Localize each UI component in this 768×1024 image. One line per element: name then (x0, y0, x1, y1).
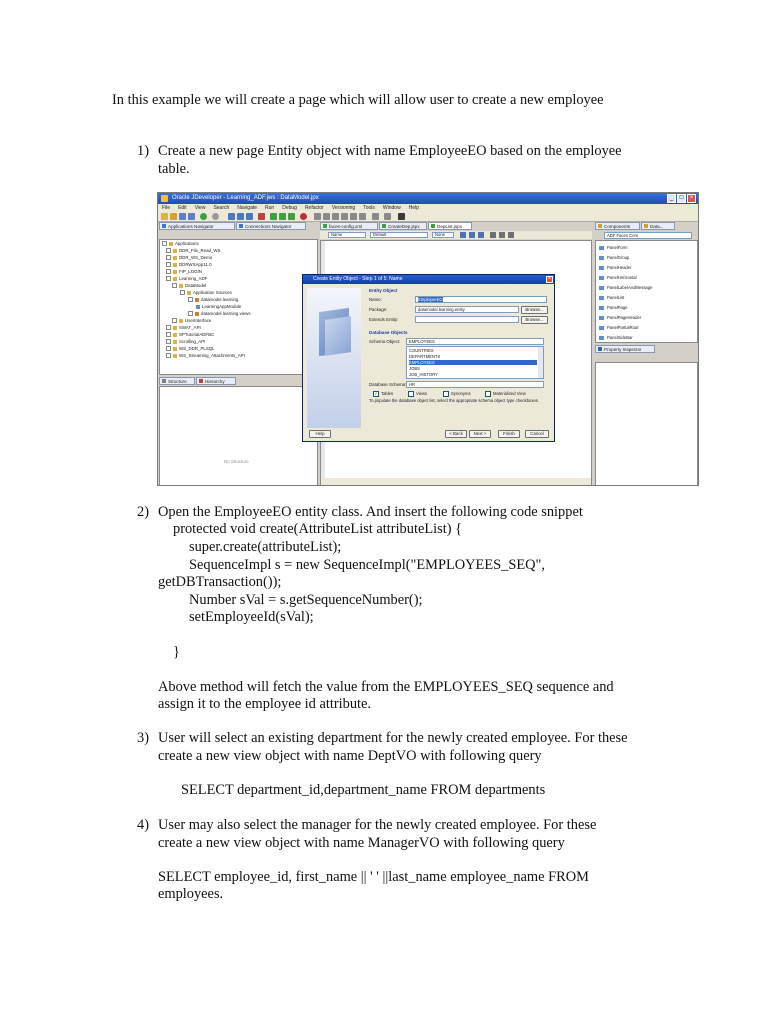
size-dropdown-value: None (435, 232, 446, 237)
menu-refactor[interactable]: Refactor (304, 205, 324, 211)
tree-item-label: Scrolling_API (179, 339, 206, 344)
checkbox-label: Synonyms (451, 391, 471, 397)
component-item-label: PanelSideBar (607, 335, 633, 340)
make-icon[interactable] (270, 213, 277, 220)
component-item[interactable] (599, 305, 628, 310)
toolbar-misc-icon[interactable] (384, 213, 391, 220)
menu-debug[interactable]: Debug (282, 205, 297, 211)
tab-components[interactable] (595, 222, 640, 230)
checkbox-label: Tables (381, 391, 394, 397)
views-checkbox[interactable] (408, 391, 427, 397)
structure-panel (159, 386, 318, 486)
tree-item[interactable] (166, 353, 245, 359)
step-2-note-line-2: assign it to the employee id attribute. (158, 696, 372, 712)
step-2-note-line-1: Above method will fetch the value from the EMPLOYEES_SEQ sequence and (158, 679, 614, 695)
materialized-view-checkbox[interactable] (485, 391, 526, 397)
code-line: } (173, 644, 180, 660)
tree-item[interactable] (166, 325, 201, 331)
tree-item-label: Learning_ADF (179, 276, 208, 281)
step-3-line-1: User will select an existing department for the newly created employee. For these (158, 730, 628, 746)
maximize-icon[interactable]: □ (677, 194, 686, 203)
package-input[interactable] (415, 306, 519, 313)
property-inspector-panel (595, 362, 698, 486)
dialog-close-icon[interactable]: × (546, 276, 553, 283)
menu-navigate[interactable]: Navigate (237, 205, 258, 211)
tree-item-label: datamodel.learning (201, 297, 239, 302)
component-library-value: ADF Faces Core (607, 233, 639, 238)
tree-item-label: SPTutorialADFBC (179, 332, 215, 337)
menu-search[interactable]: Search (213, 205, 230, 211)
editor-status-bar (321, 478, 591, 485)
menu-versioning[interactable]: Versioning (331, 205, 356, 211)
tree-item-label: DataModel (185, 283, 207, 288)
list-item[interactable]: JOB_HISTORY (409, 372, 438, 377)
extends-entity-label: Extends Entity: (369, 317, 399, 322)
components-panel (595, 240, 698, 343)
run-icon[interactable] (288, 213, 295, 220)
tree-item-label: SWAT_API (179, 325, 201, 330)
deptvo-query: SELECT department_id,department_name FROM departments (181, 782, 546, 798)
tree-item-label: WS_Streaming_Attachments_API (179, 353, 245, 358)
font-dropdown[interactable] (370, 232, 428, 238)
tree-item-label: DDRWSApp11.0 (179, 262, 212, 267)
database-schema-value: HR (409, 382, 416, 387)
underline-icon[interactable] (478, 232, 484, 238)
package-label: Package: (369, 307, 388, 312)
list-item[interactable]: JOBS (409, 366, 420, 371)
step-4-number: 4) (137, 817, 149, 833)
component-item[interactable] (599, 335, 633, 340)
extends-browse-button[interactable]: Browse... (521, 316, 548, 324)
rebuild-icon[interactable] (279, 213, 286, 220)
tree-item[interactable] (166, 276, 207, 282)
tree-item[interactable] (166, 262, 212, 268)
back-button[interactable]: < Back (445, 430, 467, 438)
name-input[interactable] (415, 296, 547, 303)
tab-applications-navigator[interactable] (159, 222, 235, 230)
dialog-title-bar (303, 275, 554, 284)
component-item[interactable] (599, 245, 627, 250)
tree-item-label: LearningAppModule (202, 304, 242, 309)
step-4-line-1: User may also select the manager for the newly created employee. For these (158, 817, 597, 833)
screenshot-toolbar (158, 212, 698, 222)
tab-label: Data... (650, 224, 664, 229)
toolbar-misc-icon[interactable] (332, 213, 339, 220)
tab-label: Components (604, 224, 631, 229)
managervo-query-line-1: SELECT employee_id, first_name || ' ' ||last_name employee_name FROM (158, 869, 589, 885)
package-browse-button[interactable]: Browse... (521, 306, 548, 314)
tree-item-label: FIP_LOGIN (179, 269, 202, 274)
menu-help[interactable]: Help (408, 205, 419, 211)
extends-entity-input[interactable] (415, 316, 519, 323)
tree-item[interactable] (166, 269, 202, 275)
code-line: Number sVal = s.getSequenceNumber(); (189, 592, 423, 608)
database-schema-label: Database Schema: (369, 382, 407, 387)
back-icon[interactable] (200, 213, 207, 220)
applications-tree-panel (159, 239, 318, 375)
tab-faces-config[interactable] (320, 222, 378, 230)
checkbox-label: Materialized View (493, 391, 526, 397)
minimize-icon[interactable]: _ (667, 194, 676, 203)
code-line: protected void create(AttributeList attributeList) { (173, 521, 463, 537)
tree-item-label: Applications (175, 241, 199, 246)
managervo-query-line-2: employees. (158, 886, 224, 902)
create-entity-object-dialog (302, 274, 555, 442)
cut-icon[interactable] (228, 213, 235, 220)
debug-icon[interactable] (300, 213, 307, 220)
tree-item[interactable] (172, 283, 206, 289)
forward-icon[interactable] (212, 213, 219, 220)
close-icon[interactable]: × (687, 194, 696, 203)
tree-item-label: datamodel.learning.views (201, 311, 251, 316)
component-item[interactable] (599, 265, 631, 270)
name-label: Name: (369, 297, 382, 302)
schema-object-label: Schema Object: (369, 339, 401, 344)
tab-label: Structure (168, 379, 187, 384)
style-dropdown-value: Name (331, 232, 343, 237)
database-schema-dropdown[interactable] (406, 381, 544, 388)
tab-property-inspector[interactable] (595, 345, 655, 353)
tree-item[interactable] (166, 346, 215, 352)
code-line: SequenceImpl s = new SequenceImpl("EMPLOYEES_SEQ", (189, 557, 545, 573)
toolbar-misc-icon[interactable] (359, 213, 366, 220)
toolbar-misc-icon[interactable] (350, 213, 357, 220)
toolbar-misc-icon[interactable] (314, 213, 321, 220)
tree-item[interactable] (188, 311, 251, 317)
component-item[interactable] (599, 325, 638, 330)
jdeveloper-logo-icon (161, 195, 168, 202)
tables-checkbox[interactable]: ✓ Tables (374, 391, 394, 397)
schema-object-input[interactable] (406, 338, 544, 345)
component-item[interactable] (599, 295, 624, 300)
intro-paragraph: In this example we will create a page which will allow user to create a new employee (112, 92, 604, 108)
step-3-number: 3) (137, 730, 149, 746)
tree-item[interactable] (188, 297, 238, 303)
checkbox-label: Views (416, 391, 428, 397)
schema-object-value: EMPLOYEES (409, 339, 435, 344)
component-item-label: PanelLabelAndMessage (607, 285, 653, 290)
tab-label: Connections Navigator (245, 224, 292, 229)
editor-format-toolbar (320, 231, 592, 239)
screenshot-menu-bar (158, 204, 698, 212)
code-line: getDBTransaction()); (158, 574, 282, 590)
tree-item-label: DDR_File_Read_WS (179, 248, 221, 253)
tab-hierarchy[interactable] (196, 377, 236, 385)
italic-icon[interactable] (469, 232, 475, 238)
checkbox-hint-text: To populate the database object list, select the appropriate schema object type checkboxes. (369, 398, 539, 403)
database-objects-group-title: Database Objects (369, 330, 408, 335)
wizard-illustration (307, 288, 361, 428)
tab-label: Property Inspector (604, 347, 642, 352)
component-item-label: PanelForm (607, 245, 628, 250)
save-all-icon[interactable] (188, 213, 195, 220)
tree-item-label: WS_DDR_PLSQL (179, 346, 215, 351)
menu-window[interactable]: Window (382, 205, 401, 211)
open-icon[interactable] (170, 213, 177, 220)
toolbar-misc-icon[interactable] (398, 213, 405, 220)
component-item[interactable] (599, 315, 641, 320)
step-2-line-1: Open the EmployeeEO entity class. And insert the following code snippet (158, 504, 583, 520)
undo-icon[interactable] (258, 213, 265, 220)
step-2-number: 2) (137, 504, 149, 520)
toolbar-misc-icon[interactable] (323, 213, 330, 220)
step-1-line-2: table. (158, 161, 190, 177)
list-scrollbar[interactable] (538, 347, 543, 378)
toolbar-misc-icon[interactable] (372, 213, 379, 220)
size-dropdown[interactable] (432, 232, 454, 238)
tree-item-label: DDR_WS_Demo (179, 255, 213, 260)
help-button[interactable]: Help (309, 430, 331, 438)
tab-label: Applications Navigator (168, 224, 214, 229)
bold-icon[interactable] (460, 232, 466, 238)
component-item-label: PanelPageHeader (607, 315, 642, 320)
font-dropdown-value: Default (373, 232, 387, 237)
tab-deplist[interactable] (428, 222, 472, 230)
schema-object-list[interactable] (406, 346, 544, 379)
component-item-label: PanelPartialRoot (607, 325, 639, 330)
align-right-icon[interactable] (508, 232, 514, 238)
step-1-number: 1) (137, 143, 149, 159)
package-input-value: datamodel.learning.entity (418, 307, 465, 312)
component-item[interactable] (599, 255, 629, 260)
list-item[interactable]: DEPARTMENTS (409, 354, 441, 359)
tab-label: Hierarchy (205, 379, 225, 384)
name-input-value: EmployeeEO (418, 297, 443, 302)
step-3-line-2: create a new view object with name DeptVO with following query (158, 748, 542, 764)
new-icon[interactable] (161, 213, 168, 220)
toolbar-misc-icon[interactable] (341, 213, 348, 220)
tab-label: CreateDep.jspx (388, 224, 420, 229)
jdeveloper-screenshot (157, 192, 699, 486)
menu-tools[interactable]: Tools (363, 205, 375, 211)
synonyms-checkbox[interactable] (443, 391, 471, 397)
tab-data-controls[interactable] (641, 222, 675, 230)
menu-run[interactable]: Run (265, 205, 275, 211)
component-library-dropdown[interactable] (604, 232, 692, 239)
next-button[interactable]: Next > (469, 430, 491, 438)
component-item-label: PanelList (607, 295, 625, 300)
tree-item[interactable] (166, 332, 214, 338)
tab-createdep[interactable] (379, 222, 427, 230)
tree-item[interactable] (162, 241, 199, 247)
tab-label: DepList.jspx (437, 224, 463, 229)
tree-item-label: UserInterface (185, 318, 212, 323)
list-item-selected[interactable]: EMPLOYEES (409, 360, 537, 365)
component-item[interactable] (599, 275, 637, 280)
component-item[interactable] (599, 285, 652, 290)
tab-structure[interactable] (159, 377, 195, 385)
tree-item[interactable] (180, 290, 232, 296)
tree-item[interactable] (166, 339, 205, 345)
screenshot-window-title: Oracle JDeveloper - Learning_ADF.jws : DataModel.jpx (172, 195, 319, 201)
tab-connections-navigator[interactable] (236, 222, 306, 230)
tree-item[interactable] (196, 304, 241, 310)
finish-button[interactable]: Finish (498, 430, 520, 438)
cancel-button[interactable]: Cancel (525, 430, 549, 438)
tree-item[interactable] (166, 255, 212, 261)
step-1-line-1: Create a new page Entity object with name EmployeeEO based on the employee (158, 143, 622, 159)
component-item-label: PanelGroup (607, 255, 630, 260)
menu-edit[interactable]: Edit (178, 205, 187, 211)
align-left-icon[interactable] (490, 232, 496, 238)
paste-icon[interactable] (246, 213, 253, 220)
tab-label: faces-config.xml (329, 224, 363, 229)
screenshot-title-bar (158, 193, 698, 204)
dialog-title: Create Entity Object - Step 1 of 5: Name (313, 276, 403, 282)
tree-item[interactable] (166, 248, 220, 254)
style-dropdown[interactable] (328, 232, 366, 238)
align-center-icon[interactable] (499, 232, 505, 238)
list-item[interactable]: COUNTRIES (409, 348, 434, 353)
menu-view[interactable]: View (194, 205, 206, 211)
step-4-line-2: create a new view object with name ManagerVO with following query (158, 835, 565, 851)
menu-file[interactable]: File (162, 205, 171, 211)
no-structure-label: No Structure (224, 459, 249, 464)
tree-item-label: Application Sources (193, 290, 232, 295)
copy-icon[interactable] (237, 213, 244, 220)
save-icon[interactable] (179, 213, 186, 220)
code-line: super.create(attributeList); (189, 539, 342, 555)
component-item-label: PanelHorizontal (607, 275, 637, 280)
component-item-label: PanelPage (607, 305, 628, 310)
entity-object-group-title: Entity Object (369, 288, 398, 293)
code-line: setEmployeeId(sVal); (189, 609, 314, 625)
tree-item[interactable] (172, 318, 211, 324)
component-item-label: PanelHeader (607, 265, 632, 270)
